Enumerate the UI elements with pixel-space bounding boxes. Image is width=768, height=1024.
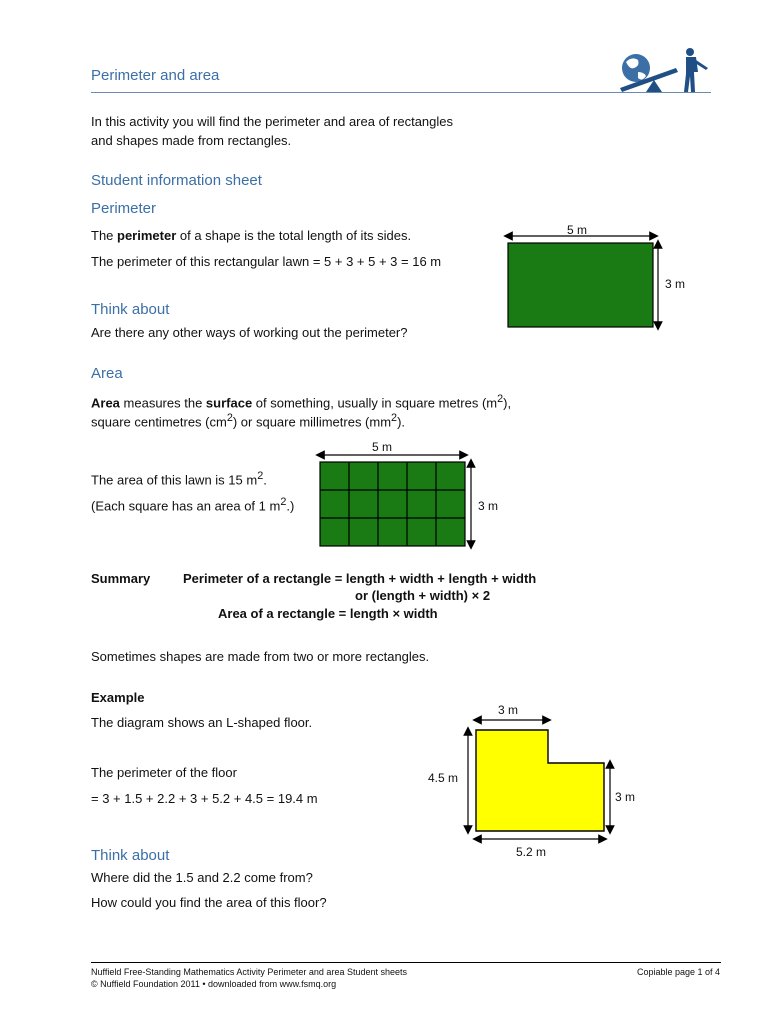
text-run: The: [91, 228, 118, 243]
text-run: .): [286, 498, 295, 514]
think-about-question-2: Where did the 1.5 and 2.2 come from?: [91, 870, 313, 885]
floor-left-label: 4.5 m: [428, 771, 459, 785]
area-definition-line-2: [91, 409, 405, 431]
bold-term: surface: [205, 395, 253, 411]
think-about-question-1: Are there any other ways of working out the perimeter?: [91, 325, 408, 340]
text-run: The area of this lawn is 15 m: [91, 472, 258, 488]
intro-line-1: In this activity you will find the perimeter and area of rectangles: [91, 114, 454, 129]
perimeter-definition: [91, 226, 411, 245]
floor-bottom-label: 5.2 m: [516, 845, 547, 859]
superscript: 2: [226, 412, 233, 424]
footer-line-1: Nuffield Free-Standing Mathematics Activity Perimeter and area Student sheets: [91, 967, 407, 977]
superscript: 2: [391, 412, 398, 424]
example-heading: Example: [91, 690, 145, 705]
section-heading-student: Student information sheet: [91, 172, 262, 189]
example-perimeter-calc: = 3 + 1.5 + 2.2 + 3 + 5.2 + 4.5 = 19.4 m: [91, 791, 318, 806]
text-run: .: [263, 472, 267, 488]
summary-label: Summary: [91, 571, 151, 586]
text-run: ) or square millimetres (mm: [232, 414, 392, 430]
floor-top-label: 3 m: [498, 703, 519, 717]
text-run: measures the: [119, 395, 206, 411]
bold-term: perimeter: [117, 228, 177, 243]
section-heading-area: Area: [91, 365, 123, 382]
example-perimeter-label: The perimeter of the floor: [91, 765, 237, 780]
summary-line-1: Perimeter of a rectangle = length + width + length + width: [183, 571, 537, 586]
each-square-text: [91, 493, 294, 515]
nuffield-logo: [616, 46, 714, 96]
lawn-width-label: 5 m: [567, 223, 588, 237]
think-about-heading-2: Think about: [91, 847, 170, 864]
text-run: (Each square has an area of 1 m: [91, 498, 281, 514]
think-about-heading-1: Think about: [91, 301, 170, 318]
text-run: of something, usually in square metres (m: [252, 395, 498, 411]
section-heading-perimeter: Perimeter: [91, 200, 157, 217]
floor-right-label: 3 m: [615, 790, 636, 804]
text-run: square centimetres (cm: [91, 414, 227, 430]
footer-line-2: © Nuffield Foundation 2011 • downloaded from www.fsmq.org: [91, 979, 337, 989]
footer-rule: [91, 962, 721, 963]
example-diagram-text: The diagram shows an L-shaped floor.: [91, 715, 313, 730]
lawn-height-label: 3 m: [665, 277, 686, 291]
l-shaped-floor-diagram: [455, 712, 625, 848]
text-run: of a shape is the total length of its sides.: [176, 228, 412, 243]
bold-term: Area: [91, 395, 120, 411]
summary-line-3: Area of a rectangle = length × width: [218, 606, 438, 621]
sometimes-text: Sometimes shapes are made from two or more rectangles.: [91, 649, 430, 664]
text-run: ),: [503, 395, 512, 411]
lawn-area-text: [91, 467, 267, 489]
page-title: Perimeter and area: [91, 67, 220, 84]
superscript: 2: [257, 470, 264, 482]
summary-line-2: or (length + width) × 2: [355, 588, 491, 603]
lawn-grid-diagram: [312, 440, 482, 550]
perimeter-calculation: The perimeter of this rectangular lawn = 5 + 3 + 5 + 3 = 16 m: [91, 254, 442, 269]
think-about-question-3: How could you find the area of this floor?: [91, 895, 327, 910]
grid-width-label: 5 m: [372, 440, 393, 454]
grid-height-label: 3 m: [478, 499, 499, 513]
superscript: 2: [280, 496, 287, 508]
text-run: ).: [397, 414, 406, 430]
intro-line-2: and shapes made from rectangles.: [91, 133, 292, 148]
superscript: 2: [497, 393, 504, 405]
footer-page-number: Copiable page 1 of 4: [637, 967, 721, 977]
